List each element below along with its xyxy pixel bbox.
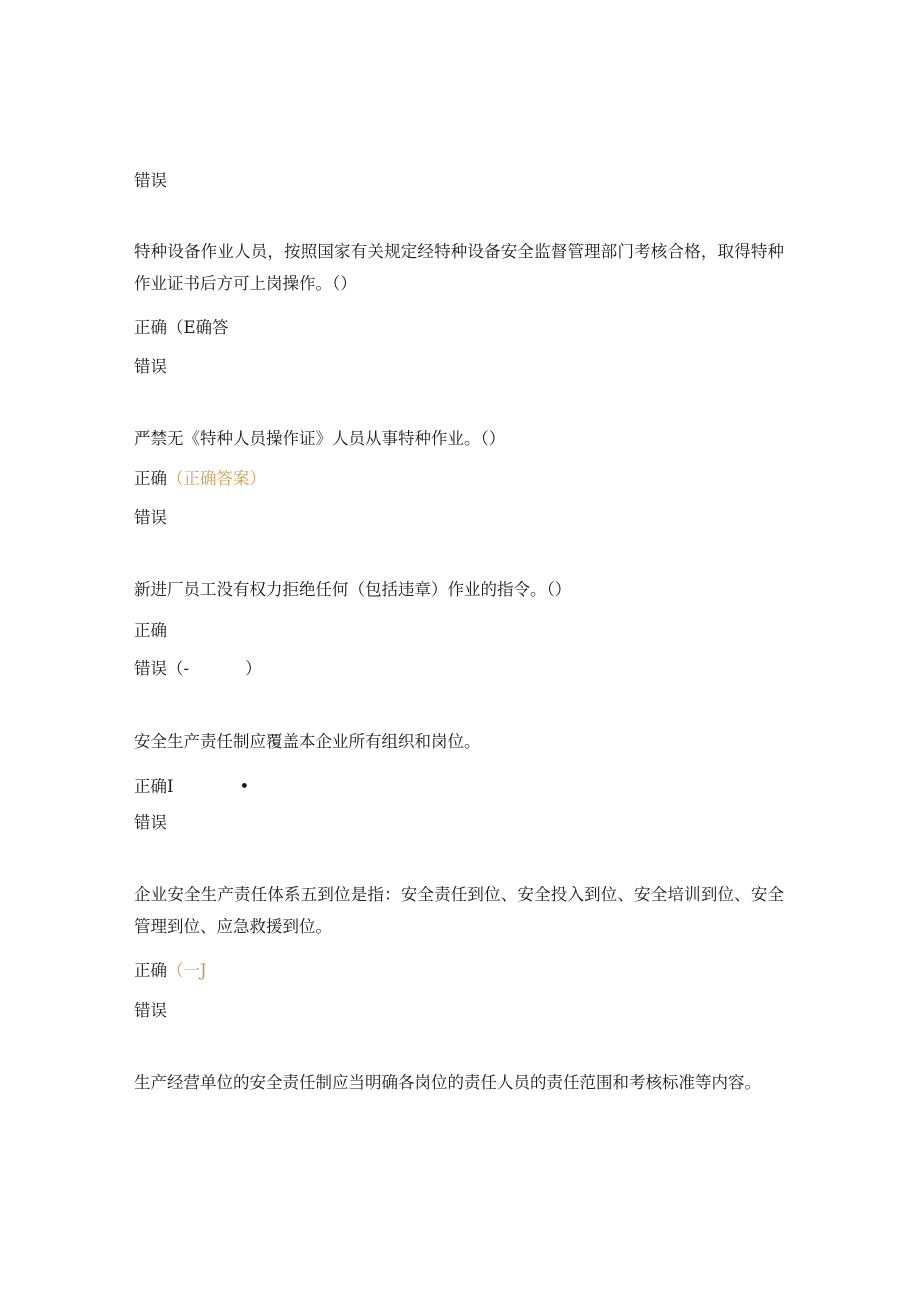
question-text: 生产经营单位的安全责任制应当明确各岗位的责任人员的责任范围和考核标准等内容。: [134, 1073, 761, 1092]
option-label: 错误: [134, 1001, 167, 1020]
option-wrong: [134, 1000, 167, 1022]
question-text: 安全生产责任制应覆盖本企业所有组织和岗位。: [134, 732, 481, 751]
option-label: 错误: [134, 171, 167, 190]
option-label: 错误（-: [134, 659, 190, 678]
option-correct: [134, 620, 167, 642]
option-label: 错误: [134, 813, 167, 832]
question-text: 新进厂员工没有权力拒绝任何（包括违章）作业的指令。（）: [134, 580, 572, 599]
option-wrong: [134, 812, 167, 834]
option-label: 正确: [134, 961, 167, 980]
option-label: 错误: [134, 357, 167, 376]
option-label: 正确（E确答: [134, 318, 229, 337]
option-label: 错误: [134, 508, 167, 527]
option-label: 正确I: [134, 777, 174, 796]
answer-mark: （正确答案）: [167, 469, 266, 488]
option-correct: [134, 468, 266, 490]
option-wrong: [134, 658, 262, 680]
option-wrong: [134, 507, 167, 529]
answer-mark: （一J: [167, 961, 207, 980]
question-text: 企业安全生产责任体系五到位是指：安全责任到位、安全投入到位、安全培训到位、安全管理到位、应急救援到位。: [134, 885, 784, 936]
option-wrong: [134, 356, 167, 378]
option-tail: ）: [245, 659, 262, 678]
question-text: 严禁无《特种人员操作证》人员从事特种作业。（）: [134, 429, 506, 448]
option-label: 正确: [134, 469, 167, 488]
option-wrong: [134, 170, 167, 192]
option-tail: •: [239, 777, 250, 796]
question-text: 特种设备作业人员，按照国家有关规定经特种设备安全监督管理部门考核合格，取得特种作业证书后方可上岗操作。（）: [134, 242, 784, 293]
option-correct: [134, 960, 207, 982]
option-label: 正确: [134, 621, 167, 640]
option-correct: [134, 317, 229, 339]
option-correct: [134, 776, 249, 798]
